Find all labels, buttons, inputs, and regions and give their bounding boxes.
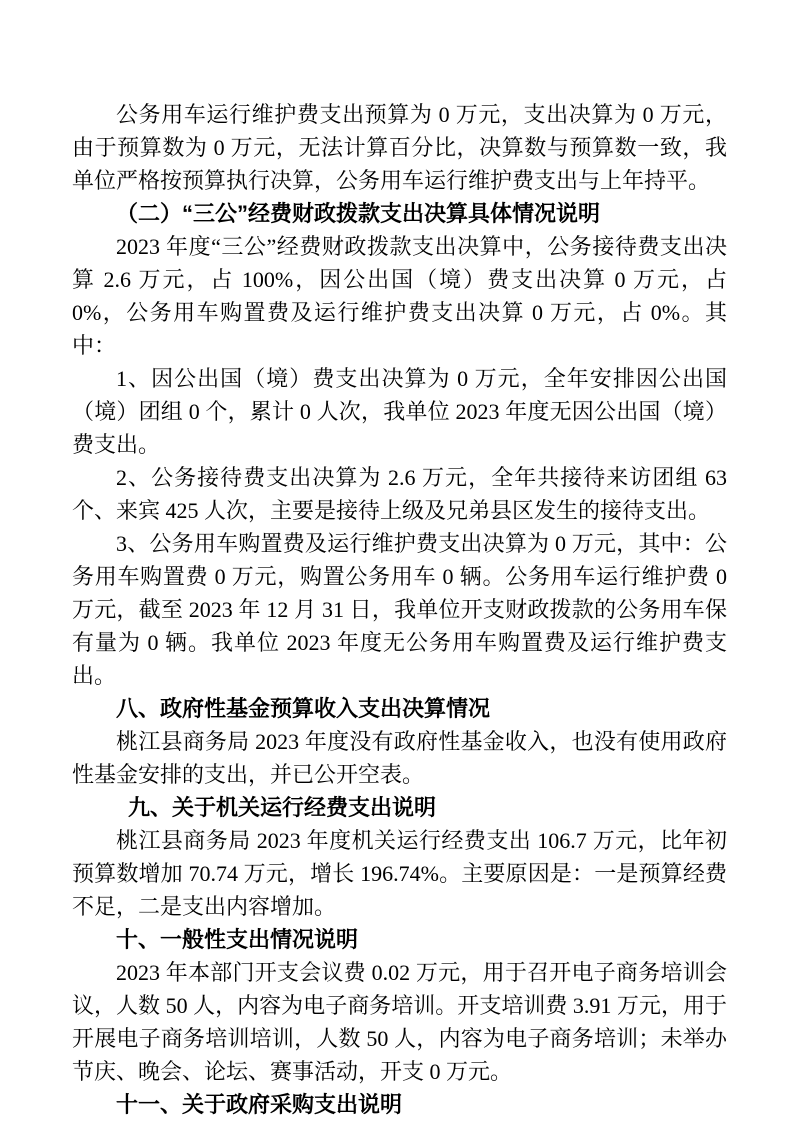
para-three-public-funds-summary: 2023 年度“三公”经费财政拨款支出决算中，公务接待费支出决算 2.6 万元，占 100%，因公出国（境）费支出决算 0 万元，占 0%，公务用车购置费及运行维护费支出决算 0 万元，占 0%。其中：: [72, 234, 727, 358]
para-government-fund-statement: 桃江县商务局 2023 年度没有政府性基金收入，也没有使用政府性基金安排的支出，并已公开空表。: [72, 729, 727, 787]
heading-section-9-agency-operating-expense: 九、关于机关运行经费支出说明: [128, 795, 437, 820]
para-item-1-overseas-trips: 1、因公出国（境）费支出决算为 0 万元，全年安排因公出国（境）团组 0 个，累计 0 人次，我单位 2023 年度无因公出国（境）费支出。: [72, 366, 727, 457]
para-general-expense-detail: 2023 年本部门开支会议费 0.02 万元，用于召开电子商务培训会议，人数 50 人，内容为电子商务培训。开支培训费 3.91 万元，用于开展电子商务培训培训，人数 50 人，内容为电子商务培训；未举办节庆、晚会、论坛、赛事活动，开支 0 万元。: [72, 960, 727, 1084]
heading-section-8-government-fund-budget: 八、政府性基金预算收入支出决算情况: [116, 696, 491, 721]
para-item-3-vehicle-purchase-maintenance: 3、公务用车购置费及运行维护费支出决算为 0 万元，其中：公务用车购置费 0 万元，购置公务用车 0 辆。公务用车运行维护费 0 万元，截至 2023 年 12 月 31 日，我单位开支财政拨款的公务用车保有量为 0 辆。我单位 2023 年度无公务用车购置费及运行维护费支出。: [72, 531, 727, 688]
para-item-2-official-reception: 2、公务接待费支出决算为 2.6 万元，全年共接待来访团组 63 个、来宾 425 人次，主要是接待上级及兄弟县区发生的接待支出。: [72, 465, 727, 523]
para-vehicle-maintenance-budget: 公务用车运行维护费支出预算为 0 万元，支出决算为 0 万元，由于预算数为 0 万元，无法计算百分比，决算数与预算数一致，我单位严格按预算执行决算，公务用车运行维护费支出与上年持平。: [72, 102, 727, 193]
heading-section-2-three-public-funds-detail: （二）“三公”经费财政拨款支出决算具体情况说明: [116, 201, 601, 226]
heading-section-11-government-procurement: 十一、关于政府采购支出说明: [116, 1092, 403, 1117]
heading-section-10-general-expense: 十、一般性支出情况说明: [116, 927, 359, 952]
para-agency-operating-expense: 桃江县商务局 2023 年度机关运行经费支出 106.7 万元，比年初预算数增加 70.74 万元，增长 196.74%。主要原因是：一是预算经费不足，二是支出内容增加。: [72, 828, 727, 919]
